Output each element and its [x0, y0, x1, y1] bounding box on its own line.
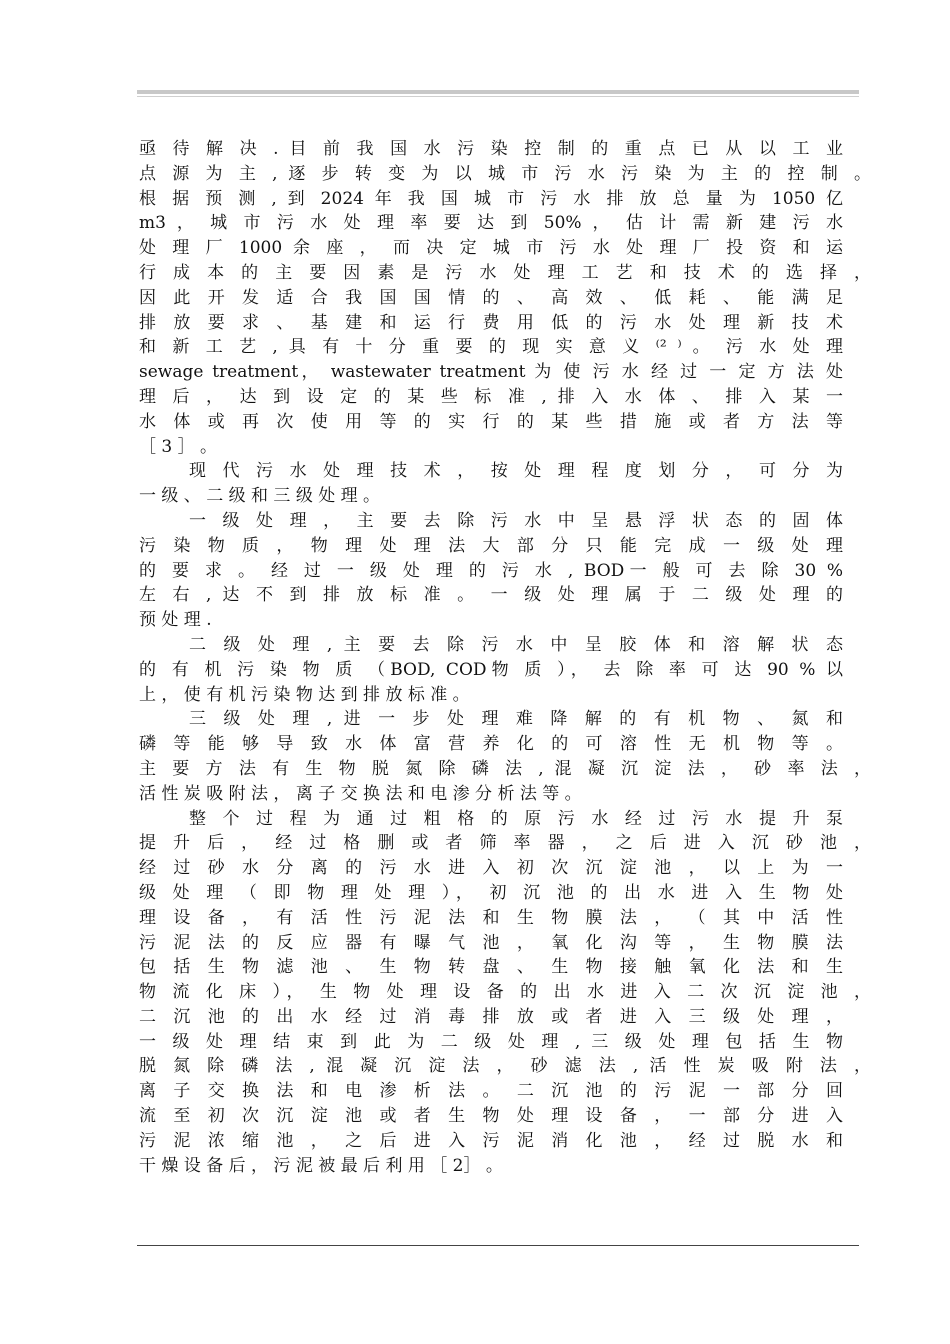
text-line: 整 个 过 程 为 通 过 粗 格 的 原 污 水 经 过 污 水 提 升 泵: [189, 808, 843, 829]
text-line: 经 过 砂 水 分 离 的 污 水 进 入 初 次 沉 淀 池 ， 以 上 为 一: [139, 858, 843, 879]
text-line: 干 燥 设 备 后 ， 污 泥 被 最 后 利 用 ［ 2］ 。: [139, 1155, 503, 1176]
text-line: 级 处 理 （ 即 物 理 处 理 ）， 初 沉 池 的 出 水 进 入 生 物 处: [139, 882, 843, 903]
text-line: 的 有 机 污 染 物 质 （BOD, COD物 质 ）， 去 除 率 可 达 90 % 以: [139, 659, 843, 680]
text-line: 包 括 生 物 滤 池 、 生 物 转 盘 、 生 物 接 触 氧 化 法 和 生: [139, 957, 843, 978]
text-line: 和 新 工 艺 , 具 有 十 分 重 要 的 现 实 意 义 ⁽² ⁾ 。 污 水 处 理: [139, 337, 843, 358]
text-line: 行 成 本 的 主 要 因 素 是 污 水 处 理 工 艺 和 技 术 的 选 择 ，: [139, 262, 871, 283]
text-line: 现 代 污 水 处 理 技 术 ， 按 处 理 程 度 划 分 ， 可 分 为: [189, 461, 843, 482]
text-line: 磷 等 能 够 导 致 水 体 富 营 养 化 的 可 溶 性 无 机 物 等 。: [139, 734, 843, 755]
text-line: 污 泥 浓 缩 池 ， 之 后 进 入 污 泥 消 化 池 ， 经 过 脱 水 和: [139, 1130, 843, 1151]
text-line: 三 级 处 理 , 进 一 步 处 理 难 降 解 的 有 机 物 、 氮 和: [189, 709, 843, 730]
text-line: 理 后 ， 达 到 设 定 的 某 些 标 准 , 排 入 水 体 、 排 入 某 一: [139, 386, 843, 407]
header-rule: [137, 90, 859, 94]
text-line: 的 要 求 。 经 过 一 级 处 理 的 污 水 , BOD一 般 可 去 除 30 %: [139, 560, 843, 581]
footer-rule: [137, 1245, 859, 1246]
text-line: 污 泥 法 的 反 应 器 有 曝 气 池 ， 氧 化 沟 等 ， 生 物 膜 法: [139, 932, 843, 953]
text-line: 处 理 厂 1000 余 座 ， 而 决 定 城 市 污 水 处 理 厂 投 资 和 运: [139, 238, 843, 259]
text-line: 物 流 化 床 ）， 生 物 处 理 设 备 的 出 水 进 入 二 次 沉 淀 池 ，: [139, 982, 871, 1003]
text-line: 根 据 预 测 , 到 2024 年 我 国 城 市 污 水 排 放 总 量 为 1050 亿: [139, 188, 843, 209]
header-rule-thin: [137, 96, 859, 97]
text-line: 上 ， 使 有 机 污 染 物 达 到 排 放 标 准 。: [139, 684, 470, 705]
text-line: 排 放 要 求 、 基 建 和 运 行 费 用 低 的 污 水 处 理 新 技 术: [139, 312, 843, 333]
text-line: 一 级 处 理 ， 主 要 去 除 污 水 中 呈 悬 浮 状 态 的 固 体: [189, 510, 843, 531]
text-line: 水 体 或 再 次 使 用 等 的 实 行 的 某 些 措 施 或 者 方 法 等: [139, 411, 843, 432]
text-line: m3 ， 城 市 污 水 处 理 率 要 达 到 50% ， 估 计 需 新 建 污 水: [139, 213, 843, 234]
text-line: 亟 待 解 决 . 目 前 我 国 水 污 染 控 制 的 重 点 已 从 以 工 业: [139, 139, 843, 159]
text-line: 预 处 理 .: [139, 610, 212, 631]
text-line: 流 至 初 次 沉 淀 池 或 者 生 物 处 理 设 备 ， 一 部 分 进 入: [139, 1106, 843, 1127]
text-line: 主 要 方 法 有 生 物 脱 氮 除 磷 法 , 混 凝 沉 淀 法 ， 砂 率 法 ，: [139, 758, 871, 779]
text-line: sewage treatment， wastewater treatment 为 使 污 水 经 过 一 定 方 法 处: [139, 362, 843, 383]
text-line: 因 此 开 发 适 合 我 国 国 情 的 、 高 效 、 低 耗 、 能 满 足: [139, 287, 843, 308]
text-line: 二 沉 池 的 出 水 经 过 消 毒 排 放 或 者 进 入 三 级 处 理 ，: [139, 1006, 843, 1027]
text-line: 左 右 , 达 不 到 排 放 标 准 。 一 级 处 理 属 于 二 级 处 理 的: [139, 585, 843, 606]
text-line: 点 源 为 主 , 逐 步 转 变 为 以 城 市 污 水 污 染 为 主 的 控 制 。: [139, 163, 871, 184]
text-line: 一 级 、 二 级 和 三 级 处 理 。: [139, 486, 381, 507]
text-line: 二 级 处 理 , 主 要 去 除 污 水 中 呈 胶 体 和 溶 解 状 态: [189, 634, 843, 655]
text-line: 活 性 炭 吸 附 法 ， 离 子 交 换 法 和 电 渗 分 析 法 等 。: [139, 783, 582, 804]
text-line: 理 设 备 ， 有 活 性 污 泥 法 和 生 物 膜 法 ， （ 其 中 活 性: [139, 907, 843, 928]
text-line: 污 染 物 质 ， 物 理 处 理 法 大 部 分 只 能 完 成 一 级 处 理: [139, 535, 843, 556]
body-text: [139, 137, 871, 1178]
text-line: 离 子 交 换 法 和 电 渗 析 法 。 二 沉 池 的 污 泥 一 部 分 回: [139, 1081, 843, 1102]
text-line: 一 级 处 理 结 束 到 此 为 二 级 处 理 , 三 级 处 理 包 括 生 物: [139, 1031, 843, 1052]
text-line: 脱 氮 除 磷 法 , 混 凝 沉 淀 法 ， 砂 滤 法 , 活 性 炭 吸 附 法 ，: [139, 1056, 871, 1077]
text-line: 提 升 后 ， 经 过 格 删 或 者 筛 率 器 ， 之 后 进 入 沉 砂 池 ，: [139, 833, 871, 854]
text-line: ［ 3 ］ 。: [139, 436, 218, 457]
